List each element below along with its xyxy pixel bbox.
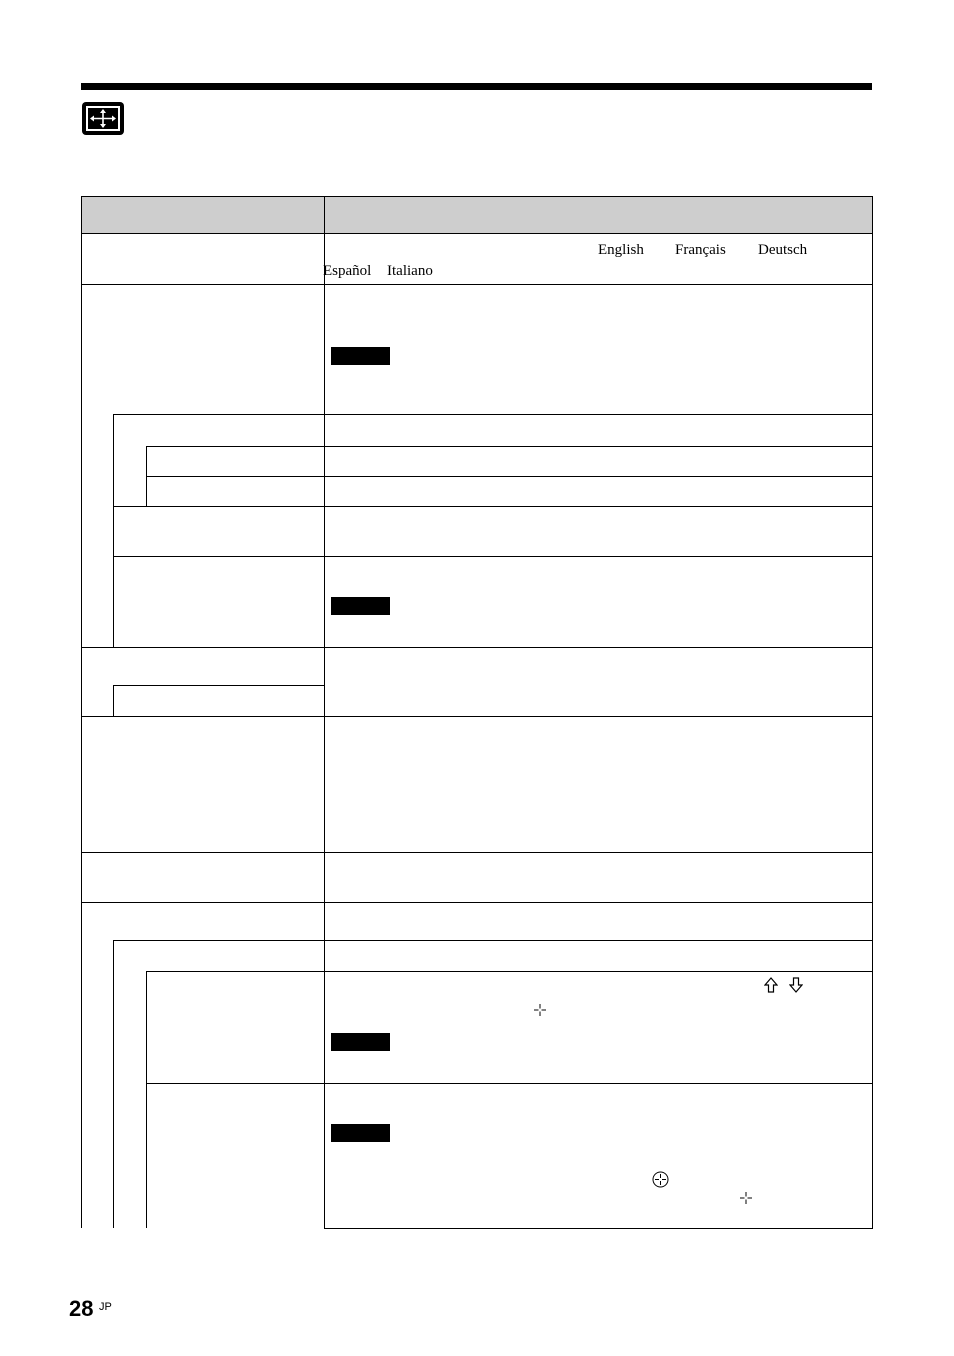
note-marker bbox=[331, 347, 390, 365]
language-option-italiano: Italiano bbox=[387, 263, 433, 279]
circle-crosshair-icon bbox=[652, 1171, 669, 1193]
note-marker bbox=[331, 1033, 390, 1051]
crosshair-icon bbox=[534, 1003, 546, 1021]
language-option-espanol: Español bbox=[323, 263, 372, 279]
note-marker bbox=[331, 1124, 390, 1142]
arrow-down-icon bbox=[789, 977, 803, 998]
language-option-english: English bbox=[598, 242, 644, 258]
language-option-deutsch: Deutsch bbox=[758, 242, 808, 258]
arrow-up-icon bbox=[764, 977, 778, 998]
note-marker bbox=[331, 597, 390, 615]
crosshair-icon bbox=[740, 1191, 752, 1209]
table-header-divider bbox=[324, 196, 325, 234]
table-header bbox=[81, 196, 873, 234]
page-language-suffix: JP bbox=[99, 1301, 112, 1313]
move-arrows-icon bbox=[82, 102, 124, 135]
language-option-francais: Français bbox=[675, 242, 726, 258]
top-rule bbox=[81, 83, 872, 90]
page-number: 28 bbox=[69, 1296, 94, 1321]
